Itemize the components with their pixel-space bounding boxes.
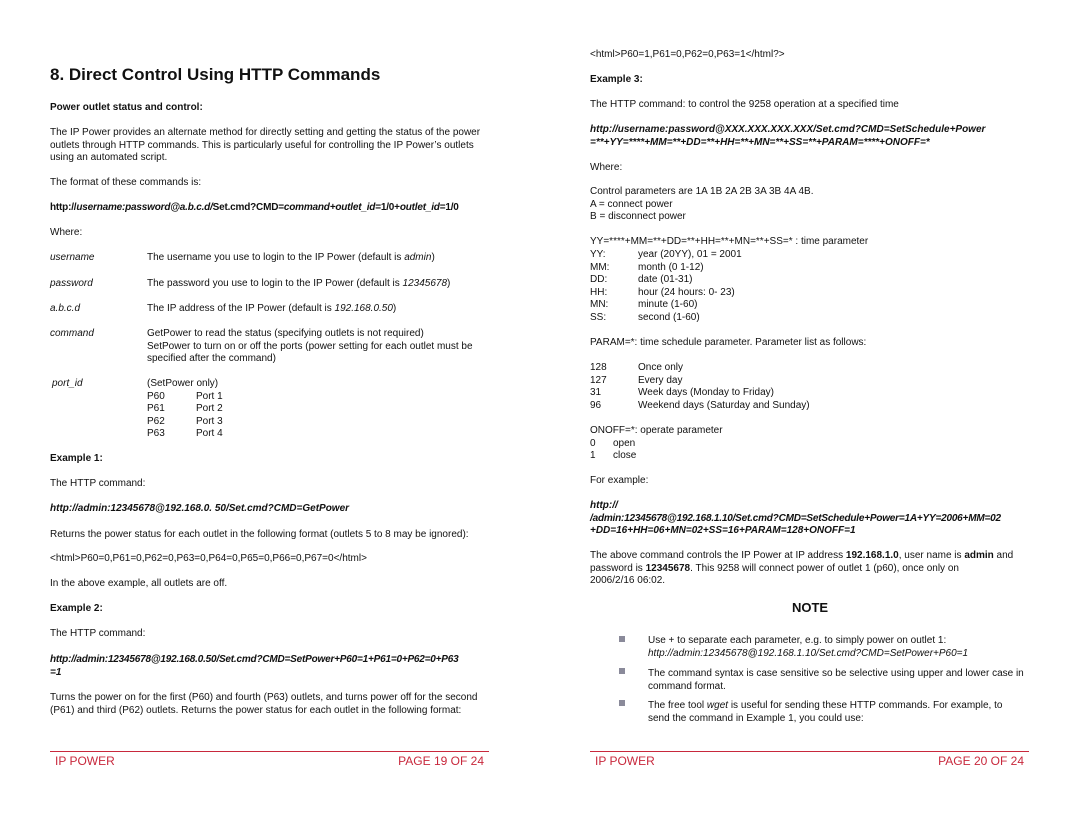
command-desc: SetPower to turn on or off the ports (power setting for each outlet must be	[147, 340, 473, 352]
control-line: A = connect power	[590, 198, 673, 210]
url-part: username:password@a.b.c.d/	[76, 202, 213, 213]
param-code: 127	[590, 374, 607, 386]
example-heading: Example 1:	[50, 453, 103, 464]
bullet-icon	[619, 668, 625, 674]
port-id: P61	[147, 403, 165, 414]
command-desc: specified after the command)	[147, 353, 276, 364]
where-label: Where:	[590, 162, 623, 173]
bullet-icon	[619, 700, 625, 706]
port-id: P62	[147, 415, 165, 427]
note-title: NOTE	[791, 600, 829, 615]
example-text: The HTTP command: to control the 9258 operation at a specified time	[590, 99, 899, 110]
note-text: Use + to separate each parameter, e.g. to simply power on outlet 1:	[648, 635, 947, 646]
footer-rule	[590, 751, 1029, 752]
onoff-header: ONOFF=*: operate parameter	[590, 425, 723, 436]
param-desc	[147, 303, 396, 316]
param-meaning: Weekend days (Saturday and Sunday)	[638, 399, 810, 411]
time-desc: date (01-31)	[638, 274, 693, 285]
param-header: PARAM=*: time schedule parameter. Parameter list as follows:	[590, 337, 867, 348]
onoff-code: 0	[590, 437, 596, 449]
example-text: The HTTP command:	[50, 628, 146, 639]
text: The free tool	[648, 700, 707, 711]
user-name: admin	[964, 550, 994, 561]
text: password is	[590, 562, 646, 574]
param-term: command	[50, 328, 94, 339]
onoff-meaning: open	[613, 437, 636, 449]
example-url: +DD=16+HH=06+MN=02+SS=16+PARAM=128+ONOFF=1	[590, 525, 856, 536]
section-subheading: Power outlet status and control:	[50, 102, 203, 113]
note-text: send the command in Example 1, you could use:	[648, 712, 864, 724]
time-desc: hour (24 hours: 0- 23)	[638, 286, 735, 298]
param-code: 96	[590, 399, 602, 411]
param-code: 128	[590, 362, 607, 373]
example-text: Returns the power status for each outlet in the following format (outlets 5 to 8 may be ignored):	[50, 529, 469, 540]
port-name: Port 2	[196, 403, 223, 414]
param-meaning: Week days (Monday to Friday)	[638, 387, 774, 398]
example-url: =1	[50, 666, 62, 678]
param-term: port_id	[52, 378, 83, 389]
explanation-line	[590, 563, 959, 576]
time-desc: month (0 1-12)	[638, 261, 704, 273]
param-code: 31	[590, 387, 602, 398]
param-term: a.b.c.d	[50, 303, 81, 314]
example-output: <html>P60=0,P61=0,P62=0,P63=0,P64=0,P65=0,P66=0,P67=0</html>	[50, 553, 367, 564]
url-part: Set.cmd?CMD=	[212, 202, 284, 213]
param-desc	[147, 278, 450, 291]
note-text: command format.	[648, 680, 726, 692]
footer-title: IP POWER	[55, 754, 115, 768]
intro-line: outlets through HTTP commands. This is particularly useful for controlling the IP Power’s outlets	[50, 139, 474, 151]
example-text: In the above example, all outlets are off.	[50, 578, 228, 589]
time-key: DD:	[590, 274, 608, 285]
port-name: Port 1	[196, 390, 223, 402]
onoff-meaning: close	[613, 450, 637, 461]
where-label: Where:	[50, 227, 83, 238]
page-title: 8. Direct Control Using HTTP Commands	[50, 65, 381, 84]
note-text: The command syntax is case sensitive so be selective using upper and lower case in	[648, 668, 1024, 679]
desc-text: The username you use to login to the IP Power (default is	[147, 252, 405, 263]
port-name: Port 3	[196, 415, 223, 427]
explanation-line: 2006/2/16 06:02.	[590, 575, 666, 586]
example-text: (P61) and third (P62) outlets. Returns the power status for each outlet in the following format:	[50, 704, 462, 716]
footer-page-number: PAGE 20 OF 24	[938, 754, 1024, 768]
example-url: http://username:password@XXX.XXX.XXX.XXX/Set.cmd?CMD=SetSchedule+Power	[590, 124, 986, 135]
time-key: HH:	[590, 286, 608, 298]
text: The above command controls the IP Power at IP address	[590, 550, 846, 561]
example-url: /admin:12345678@192.168.1.10/Set.cmd?CMD=SetSchedule+Power=1A+YY=2006+MM=02	[590, 512, 1001, 524]
footer-rule	[50, 751, 489, 752]
default-value: 12345678	[402, 278, 448, 289]
url-part: outlet_id	[399, 202, 440, 213]
port-note: (SetPower only)	[147, 378, 219, 389]
time-key: MM:	[590, 261, 610, 273]
format-label: The format of these commands is:	[50, 177, 202, 188]
text: is useful for sending these HTTP commands. For example, to	[728, 700, 1003, 711]
footer-title: IP POWER	[595, 754, 655, 768]
bullet-icon	[619, 636, 625, 642]
intro-line: using an automated script.	[50, 152, 168, 163]
note-url: http://admin:12345678@192.168.1.10/Set.cmd?CMD=SetPower+P60=1	[648, 647, 969, 659]
example-url: =**+YY=****+MM=**+DD=**+HH=**+MN=**+SS=**+PARAM=****+ONOFF=*	[590, 136, 930, 148]
format-url	[50, 202, 459, 215]
note-text	[648, 700, 1002, 713]
onoff-code: 1	[590, 450, 596, 461]
text: and	[993, 550, 1014, 561]
text: , user name is	[898, 550, 965, 561]
example-url: http://admin:12345678@192.168.0.50/Set.cmd?CMD=SetPower+P60=1+P61=0+P62=0+P63	[50, 654, 459, 665]
time-key: MN:	[590, 299, 609, 310]
default-value: admin	[404, 252, 432, 263]
example-heading: Example 2:	[50, 603, 103, 614]
text: . This 9258 will connect power of outlet 1 (p60), once only on	[690, 562, 959, 574]
time-key: YY:	[590, 249, 606, 260]
desc-text: )	[392, 303, 397, 314]
example-text: Turns the power on for the first (P60) and fourth (P63) outlets, and turns power off for the second	[50, 692, 478, 703]
example-url: http://	[590, 500, 618, 511]
control-line: B = disconnect power	[590, 211, 686, 222]
desc-text: )	[431, 252, 435, 263]
param-meaning: Once only	[638, 362, 684, 373]
time-desc: second (1-60)	[638, 311, 700, 323]
param-term: password	[50, 278, 93, 289]
time-key: SS:	[590, 311, 607, 323]
param-term: username	[50, 252, 95, 263]
explanation-line	[590, 550, 1013, 563]
example-text: For example:	[590, 475, 649, 486]
port-id: P60	[147, 390, 165, 402]
default-value: 192.168.0.50	[334, 303, 393, 314]
example-text: The HTTP command:	[50, 478, 146, 489]
time-header: YY=****+MM=**+DD=**+HH=**+MN=**+SS=* : time parameter	[590, 236, 869, 247]
ip-address: 192.168.1.0	[845, 550, 899, 561]
url-part: =1/0	[439, 202, 459, 213]
time-desc: year (20YY), 01 = 2001	[638, 249, 742, 260]
intro-line: The IP Power provides an alternate method for directly setting and getting the status of the power	[50, 127, 481, 138]
desc-text: )	[447, 278, 451, 289]
command-desc: GetPower to read the status (specifying outlets is not required)	[147, 328, 424, 339]
url-part: =1/0+	[375, 202, 400, 213]
port-name: Port 4	[196, 428, 223, 439]
port-id: P63	[147, 428, 165, 439]
control-line: Control parameters are 1A 1B 2A 2B 3A 3B 4A 4B.	[590, 186, 814, 197]
password: 12345678	[645, 562, 691, 574]
url-part: command+outlet_id	[283, 202, 376, 213]
footer-page-number: PAGE 19 OF 24	[398, 754, 484, 768]
time-desc: minute (1-60)	[638, 299, 698, 310]
url-part: http://	[50, 202, 77, 213]
tool-name: wget	[706, 700, 729, 711]
param-desc	[147, 252, 435, 265]
param-meaning: Every day	[638, 374, 683, 386]
example-heading: Example 3:	[590, 74, 643, 85]
desc-text: The password you use to login to the IP Power (default is	[147, 278, 403, 289]
example-url: http://admin:12345678@192.168.0. 50/Set.cmd?CMD=GetPower	[50, 503, 350, 514]
example-output: <html>P60=1,P61=0,P62=0,P63=1</html?>	[590, 49, 785, 60]
desc-text: The IP address of the IP Power (default is	[147, 303, 335, 314]
